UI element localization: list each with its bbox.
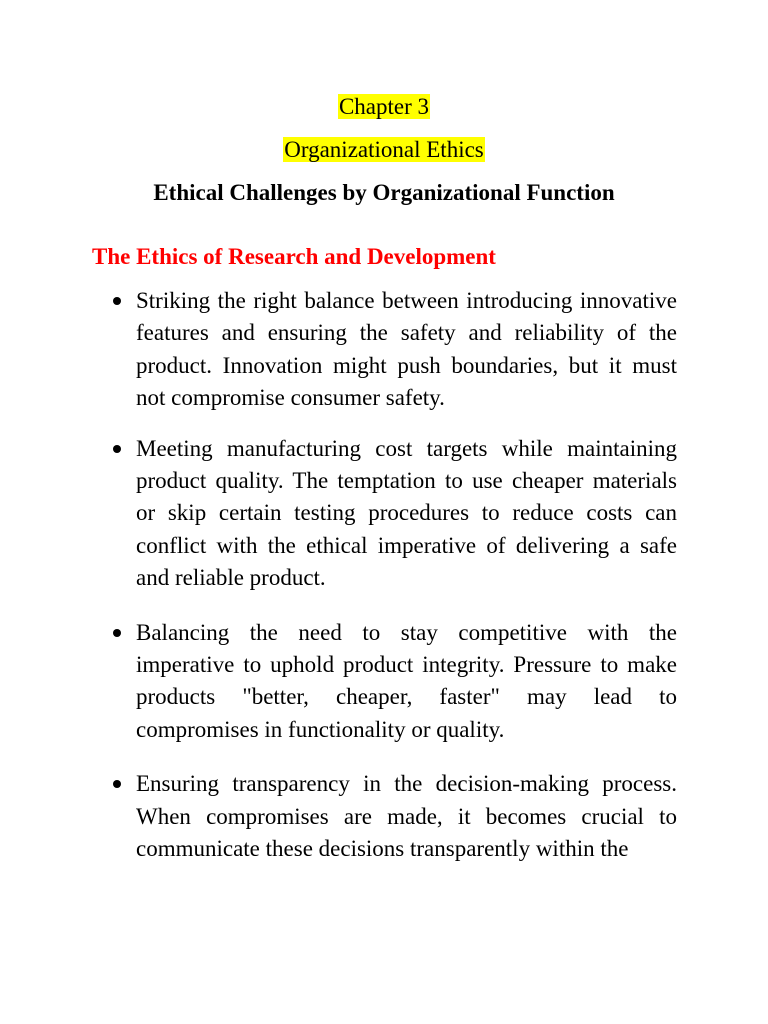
bullet-list	[0, 285, 768, 882]
list-item	[0, 768, 768, 865]
section-heading: The Ethics of Research and Development	[92, 244, 496, 269]
bullet-text: Striking the right balance between introducing innovative features and ensuring the safety and reliability of the product. Innovation might push boundaries, but it must not compromise consumer safety.	[136, 288, 677, 411]
bullet-text: Balancing the need to stay competitive with the imperative to uphold product integrity. Pressure to make products "better, cheaper, faster" may lead to compromises in functionality or quality.	[136, 619, 677, 742]
bullet-text: Ensuring transparency in the decision-making process. When compromises are made, it becomes crucial to communicate these decisions transparently within the	[136, 771, 677, 862]
bullet-icon	[113, 297, 121, 305]
chapter-title: Organizational Ethics	[284, 137, 484, 162]
page-subtitle: Ethical Challenges by Organizational Function	[153, 180, 615, 205]
list-item	[0, 617, 768, 747]
chapter-number: Chapter 3	[338, 94, 430, 119]
chapter-title-line	[0, 135, 768, 165]
list-item	[0, 285, 768, 415]
list-item	[0, 433, 768, 595]
chapter-number-line	[0, 92, 768, 122]
bullet-icon	[113, 780, 121, 788]
bullet-icon	[113, 629, 121, 637]
bullet-text: Meeting manufacturing cost targets while maintaining product quality. The temptation to use cheaper materials or skip certain testing procedures to reduce costs can conflict with the ethical imperative of delivering a safe and reliable product.	[136, 435, 677, 591]
bullet-icon	[113, 445, 121, 453]
